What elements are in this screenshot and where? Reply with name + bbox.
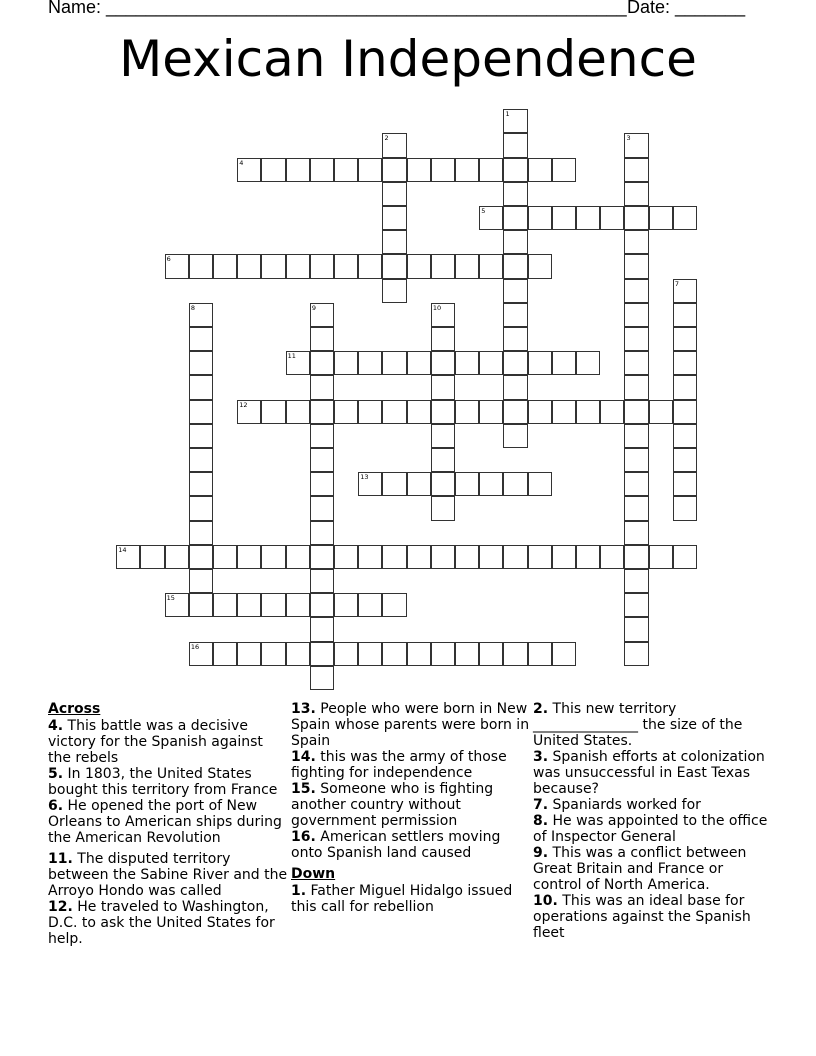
grid-cell[interactable]	[382, 206, 406, 230]
grid-cell[interactable]	[189, 424, 213, 448]
grid-cell[interactable]	[382, 158, 406, 182]
clue-number: 9	[311, 303, 316, 312]
grid-cell[interactable]	[503, 109, 527, 133]
grid-cell[interactable]	[189, 593, 213, 617]
grid-cell[interactable]	[624, 327, 648, 351]
grid-cell[interactable]	[503, 327, 527, 351]
grid-cell[interactable]	[576, 351, 600, 375]
grid-cell[interactable]	[116, 545, 140, 569]
grid-cell[interactable]	[552, 158, 576, 182]
grid-cell[interactable]	[624, 472, 648, 496]
grid-cell[interactable]	[624, 448, 648, 472]
grid-cell[interactable]	[382, 230, 406, 254]
grid-cell[interactable]	[310, 375, 334, 399]
grid-cell[interactable]	[624, 569, 648, 593]
clue-number: 16.	[291, 829, 316, 845]
clue-number: 13	[360, 473, 369, 482]
grid-cell[interactable]	[237, 545, 261, 569]
clue-number: 7.	[533, 797, 549, 813]
grid-cell[interactable]	[624, 254, 648, 278]
grid-cell[interactable]	[479, 254, 503, 278]
grid-cell[interactable]	[624, 593, 648, 617]
clue-number: 2.	[533, 701, 549, 717]
clue-number: 10	[432, 303, 442, 312]
clue-number: 9.	[533, 845, 549, 861]
across-clue	[291, 749, 531, 781]
grid-cell[interactable]	[407, 472, 431, 496]
grid-cell[interactable]	[431, 254, 455, 278]
grid-cell[interactable]	[189, 545, 213, 569]
clue-text: Father Miguel Hidalgo issued this call for rebellion	[291, 883, 513, 915]
grid-cell[interactable]	[358, 593, 382, 617]
across-clue	[291, 781, 531, 829]
clue-number: 11.	[48, 851, 73, 867]
grid-cell[interactable]	[431, 351, 455, 375]
grid-cell[interactable]	[189, 303, 213, 327]
grid-cell[interactable]	[576, 400, 600, 424]
grid-cell[interactable]	[503, 303, 527, 327]
grid-cell[interactable]	[503, 158, 527, 182]
down-clue	[533, 813, 769, 845]
grid-cell[interactable]	[479, 206, 503, 230]
clue-text: In 1803, the United States bought this territory from France	[48, 766, 278, 798]
grid-cell[interactable]	[431, 158, 455, 182]
grid-cell[interactable]	[189, 569, 213, 593]
grid-cell[interactable]	[358, 472, 382, 496]
grid-cell[interactable]	[261, 545, 285, 569]
grid-cell[interactable]	[189, 496, 213, 520]
grid-cell[interactable]	[673, 496, 697, 520]
clue-number: 16	[190, 642, 200, 651]
grid-cell[interactable]	[455, 254, 479, 278]
clue-column-2	[291, 701, 531, 915]
grid-cell[interactable]	[431, 496, 455, 520]
grid-cell[interactable]	[261, 400, 285, 424]
down-clue	[533, 701, 769, 749]
grid-cell[interactable]	[310, 593, 334, 617]
grid-cell[interactable]	[624, 133, 648, 157]
grid-cell[interactable]	[673, 400, 697, 424]
down-heading: Down	[291, 866, 336, 882]
clue-number: 14	[118, 545, 127, 554]
grid-cell[interactable]	[624, 182, 648, 206]
grid-cell[interactable]	[624, 496, 648, 520]
clue-text: This was a conflict between Great Britain and France or control of North America.	[533, 845, 747, 893]
grid-cell[interactable]	[358, 351, 382, 375]
clue-number: 11	[287, 352, 296, 361]
clue-number: 5	[481, 207, 486, 216]
grid-cell[interactable]	[576, 545, 600, 569]
grid-cell[interactable]	[455, 472, 479, 496]
across-clue	[48, 798, 288, 846]
grid-cell[interactable]	[310, 400, 334, 424]
down-clue	[533, 797, 769, 813]
grid-cell[interactable]	[528, 351, 552, 375]
grid-cell[interactable]	[382, 472, 406, 496]
grid-cell[interactable]	[237, 593, 261, 617]
page-title: Mexican Independence	[119, 30, 697, 88]
clue-text: This new territory _______________ the size of the United States.	[533, 701, 743, 749]
grid-cell[interactable]	[334, 593, 358, 617]
grid-cell[interactable]	[358, 400, 382, 424]
clue-text: The disputed territory between the Sabine River and the Arroyo Hondo was called	[48, 851, 288, 899]
grid-cell[interactable]	[310, 254, 334, 278]
grid-cell[interactable]	[310, 472, 334, 496]
grid-cell[interactable]	[237, 642, 261, 666]
across-clue	[48, 899, 288, 947]
grid-cell[interactable]	[407, 545, 431, 569]
clue-number: 6	[166, 255, 171, 264]
grid-cell[interactable]	[479, 472, 503, 496]
clue-number: 13.	[291, 701, 316, 717]
grid-cell[interactable]	[528, 206, 552, 230]
clue-number: 6.	[48, 798, 64, 814]
grid-cell[interactable]	[431, 424, 455, 448]
grid-cell[interactable]	[165, 545, 189, 569]
grid-cell[interactable]	[503, 375, 527, 399]
grid-cell[interactable]	[649, 545, 673, 569]
grid-cell[interactable]	[649, 206, 673, 230]
grid-cell[interactable]	[455, 642, 479, 666]
grid-cell[interactable]	[286, 642, 310, 666]
grid-cell[interactable]	[358, 642, 382, 666]
grid-cell[interactable]	[140, 545, 164, 569]
grid-cell[interactable]	[189, 521, 213, 545]
grid-cell[interactable]	[334, 158, 358, 182]
grid-cell[interactable]	[673, 448, 697, 472]
grid-cell[interactable]	[479, 545, 503, 569]
grid-cell[interactable]	[455, 400, 479, 424]
across-clue	[291, 829, 531, 861]
grid-cell[interactable]	[503, 545, 527, 569]
name-field[interactable]: Name: ____________________________________________________	[48, 0, 627, 17]
clue-number: 15.	[291, 781, 316, 797]
grid-cell[interactable]	[552, 642, 576, 666]
grid-cell[interactable]	[407, 400, 431, 424]
grid-cell[interactable]	[237, 254, 261, 278]
grid-cell[interactable]	[358, 254, 382, 278]
grid-cell[interactable]	[624, 351, 648, 375]
grid-cell[interactable]	[624, 400, 648, 424]
clue-number: 12	[239, 400, 248, 409]
grid-cell[interactable]	[600, 206, 624, 230]
grid-cell[interactable]	[286, 545, 310, 569]
clue-number: 14.	[291, 749, 316, 765]
grid-cell[interactable]	[528, 158, 552, 182]
clue-text: This was an ideal base for operations against the Spanish fleet	[533, 893, 751, 941]
grid-cell[interactable]	[286, 254, 310, 278]
grid-cell[interactable]	[503, 206, 527, 230]
grid-cell[interactable]	[286, 400, 310, 424]
grid-cell[interactable]	[358, 158, 382, 182]
grid-cell[interactable]	[624, 303, 648, 327]
grid-cell[interactable]	[261, 158, 285, 182]
clue-text: This battle was a decisive victory for the Spanish against the rebels	[48, 718, 263, 766]
grid-cell[interactable]	[528, 472, 552, 496]
clue-number: 3.	[533, 749, 549, 765]
grid-cell[interactable]	[213, 642, 237, 666]
grid-cell[interactable]	[503, 230, 527, 254]
grid-cell[interactable]	[213, 593, 237, 617]
grid-cell[interactable]	[382, 400, 406, 424]
clue-text: He was appointed to the office of Inspector General	[533, 813, 768, 845]
grid-cell[interactable]	[455, 158, 479, 182]
clue-number: 8.	[533, 813, 549, 829]
grid-cell[interactable]	[431, 545, 455, 569]
grid-cell[interactable]	[382, 279, 406, 303]
grid-cell[interactable]	[189, 642, 213, 666]
grid-cell[interactable]	[334, 545, 358, 569]
grid-cell[interactable]	[334, 254, 358, 278]
clue-number: 4	[239, 158, 244, 167]
grid-cell[interactable]	[624, 375, 648, 399]
grid-cell[interactable]	[310, 158, 334, 182]
grid-cell[interactable]	[503, 182, 527, 206]
grid-cell[interactable]	[552, 545, 576, 569]
grid-cell[interactable]	[600, 400, 624, 424]
grid-cell[interactable]	[189, 375, 213, 399]
grid-cell[interactable]	[310, 327, 334, 351]
grid-cell[interactable]	[503, 472, 527, 496]
grid-cell[interactable]	[286, 158, 310, 182]
grid-cell[interactable]	[649, 400, 673, 424]
grid-cell[interactable]	[431, 375, 455, 399]
grid-cell[interactable]	[286, 593, 310, 617]
grid-cell[interactable]	[382, 593, 406, 617]
clue-text: this was the army of those fighting for independence	[291, 749, 507, 781]
grid-cell[interactable]	[261, 254, 285, 278]
grid-cell[interactable]	[479, 400, 503, 424]
grid-cell[interactable]	[310, 569, 334, 593]
clue-number: 15	[166, 594, 175, 603]
grid-cell[interactable]	[624, 158, 648, 182]
grid-cell[interactable]	[528, 642, 552, 666]
grid-cell[interactable]	[673, 545, 697, 569]
grid-cell[interactable]	[310, 448, 334, 472]
grid-cell[interactable]	[310, 545, 334, 569]
grid-cell[interactable]	[189, 327, 213, 351]
grid-cell[interactable]	[455, 351, 479, 375]
grid-cell[interactable]	[528, 254, 552, 278]
grid-cell[interactable]	[237, 400, 261, 424]
grid-cell[interactable]	[431, 327, 455, 351]
grid-cell[interactable]	[673, 206, 697, 230]
grid-cell[interactable]	[310, 521, 334, 545]
grid-cell[interactable]	[358, 545, 382, 569]
clue-text: He traveled to Washington, D.C. to ask the United States for help.	[48, 899, 275, 947]
grid-cell[interactable]	[503, 254, 527, 278]
clue-text: American settlers moving onto Spanish land caused	[291, 829, 501, 861]
clue-number: 12.	[48, 899, 73, 915]
grid-cell[interactable]	[261, 642, 285, 666]
grid-cell[interactable]	[431, 642, 455, 666]
grid-cell[interactable]	[310, 642, 334, 666]
clue-text: Someone who is fighting another country without government permission	[291, 781, 494, 829]
across-clue	[48, 851, 288, 899]
grid-cell[interactable]	[310, 496, 334, 520]
across-clue	[48, 718, 288, 766]
grid-cell[interactable]	[528, 545, 552, 569]
grid-cell[interactable]	[334, 351, 358, 375]
clue-text: Spaniards worked for	[552, 797, 701, 813]
grid-cell[interactable]	[479, 158, 503, 182]
grid-cell[interactable]	[503, 279, 527, 303]
grid-cell[interactable]	[552, 351, 576, 375]
clue-number: 8	[190, 303, 195, 312]
grid-cell[interactable]	[431, 303, 455, 327]
grid-cell[interactable]	[407, 254, 431, 278]
grid-cell[interactable]	[552, 206, 576, 230]
clue-text: Spanish efforts at colonization was unsuccessful in East Texas because?	[533, 749, 765, 797]
grid-cell[interactable]	[479, 351, 503, 375]
grid-cell[interactable]	[407, 158, 431, 182]
down-clue	[533, 749, 769, 797]
clue-number: 1.	[291, 883, 307, 899]
grid-cell[interactable]	[382, 545, 406, 569]
grid-cell[interactable]	[310, 617, 334, 641]
down-clue	[291, 883, 531, 915]
grid-cell[interactable]	[237, 158, 261, 182]
grid-cell[interactable]	[624, 642, 648, 666]
clue-number: 7	[674, 279, 679, 288]
grid-cell[interactable]	[165, 254, 189, 278]
grid-cell[interactable]	[189, 448, 213, 472]
grid-cell[interactable]	[382, 133, 406, 157]
grid-cell[interactable]	[310, 351, 334, 375]
grid-cell[interactable]	[673, 279, 697, 303]
clue-number: 5.	[48, 766, 64, 782]
grid-cell[interactable]	[600, 545, 624, 569]
down-clue	[533, 845, 769, 893]
clue-number: 10.	[533, 893, 558, 909]
grid-cell[interactable]	[382, 351, 406, 375]
grid-cell[interactable]	[503, 133, 527, 157]
across-clue	[48, 766, 288, 798]
grid-cell[interactable]	[310, 666, 334, 690]
grid-cell[interactable]	[165, 593, 189, 617]
grid-cell[interactable]	[310, 424, 334, 448]
grid-cell[interactable]	[503, 400, 527, 424]
grid-cell[interactable]	[624, 521, 648, 545]
grid-cell[interactable]	[431, 472, 455, 496]
grid-cell[interactable]	[624, 545, 648, 569]
grid-cell[interactable]	[673, 424, 697, 448]
grid-cell[interactable]	[213, 545, 237, 569]
grid-cell[interactable]	[503, 351, 527, 375]
grid-cell[interactable]	[528, 400, 552, 424]
down-clue	[533, 893, 769, 941]
clue-number: 1	[505, 110, 510, 119]
grid-cell[interactable]	[479, 642, 503, 666]
across-clue	[291, 701, 531, 749]
grid-cell[interactable]	[624, 206, 648, 230]
grid-cell[interactable]	[624, 424, 648, 448]
grid-cell[interactable]	[624, 617, 648, 641]
grid-cell[interactable]	[673, 375, 697, 399]
grid-cell[interactable]	[189, 351, 213, 375]
grid-cell[interactable]	[189, 400, 213, 424]
grid-cell[interactable]	[503, 642, 527, 666]
grid-cell[interactable]	[189, 472, 213, 496]
grid-cell[interactable]	[673, 472, 697, 496]
clue-text: People who were born in New Spain whose parents were born in Spain	[291, 701, 530, 749]
date-field[interactable]: Date: _______	[627, 0, 746, 17]
grid-cell[interactable]	[407, 642, 431, 666]
clue-number: 4.	[48, 718, 64, 734]
clue-column-1	[48, 701, 288, 947]
grid-cell[interactable]	[431, 400, 455, 424]
grid-cell[interactable]	[286, 351, 310, 375]
clue-number: 2	[384, 134, 389, 143]
across-heading: Across	[48, 701, 101, 717]
grid-cell[interactable]	[382, 254, 406, 278]
grid-cell[interactable]	[407, 351, 431, 375]
grid-cell[interactable]	[503, 424, 527, 448]
grid-cell[interactable]	[189, 254, 213, 278]
grid-cell[interactable]	[431, 448, 455, 472]
grid-cell[interactable]	[382, 182, 406, 206]
grid-cell[interactable]	[261, 593, 285, 617]
grid-cell[interactable]	[334, 642, 358, 666]
grid-cell[interactable]	[624, 279, 648, 303]
grid-cell[interactable]	[552, 400, 576, 424]
grid-cell[interactable]	[673, 303, 697, 327]
clue-number: 3	[626, 134, 631, 143]
grid-cell[interactable]	[310, 303, 334, 327]
grid-cell[interactable]	[455, 545, 479, 569]
grid-cell[interactable]	[334, 400, 358, 424]
grid-cell[interactable]	[673, 327, 697, 351]
grid-cell[interactable]	[382, 642, 406, 666]
grid-cell[interactable]	[673, 351, 697, 375]
clue-text: He opened the port of New Orleans to American ships during the American Revolution	[48, 798, 282, 846]
grid-cell[interactable]	[624, 230, 648, 254]
clue-column-3	[533, 701, 769, 941]
grid-cell[interactable]	[213, 254, 237, 278]
grid-cell[interactable]	[576, 206, 600, 230]
